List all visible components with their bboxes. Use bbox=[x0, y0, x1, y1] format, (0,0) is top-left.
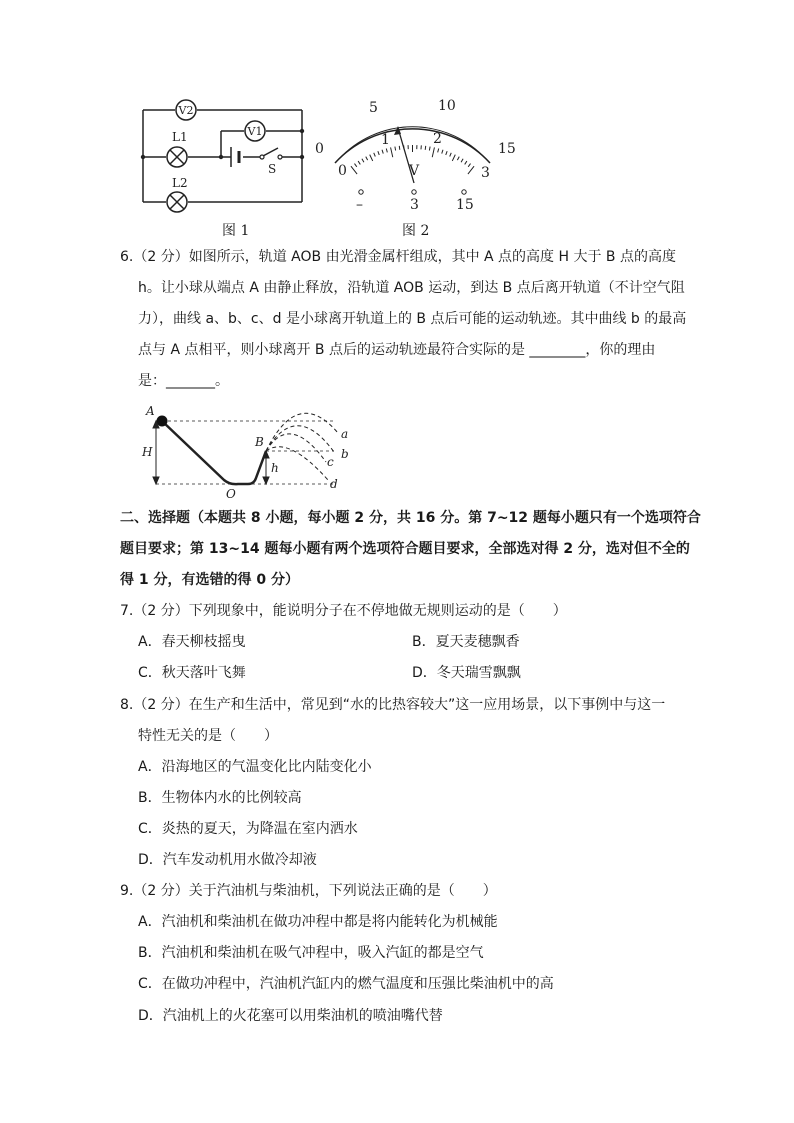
unit-label: V bbox=[409, 163, 420, 179]
section2-line-1: 二、选择题（本题共 8 小题，每小题 2 分，共 16 分。第 7~12 题每小题只有一个选项符合 bbox=[120, 510, 701, 526]
dial-tick bbox=[465, 161, 467, 164]
dial-tick bbox=[425, 146, 426, 150]
q9-option-c: C．在做功冲程中，汽油机汽缸内的燃气温度和压强比柴油机中的高 bbox=[138, 976, 554, 992]
track-figure bbox=[138, 400, 358, 500]
dial-tick bbox=[399, 146, 400, 150]
q7-stem: 7.（2 分）下列现象中，能说明分子在不停地做无规则运动的是（ ） bbox=[120, 603, 567, 619]
dial-tick bbox=[442, 150, 443, 154]
label-a-point: A bbox=[146, 404, 155, 418]
voltmeter-dial-figure bbox=[310, 95, 525, 215]
dial-tick bbox=[378, 151, 379, 155]
q8-stem-line-2: 特性无关的是（ ） bbox=[138, 728, 278, 744]
scale-top-5: 5 bbox=[369, 100, 378, 116]
scale-top-15: 15 bbox=[498, 141, 516, 157]
q9-option-b: B．汽油机和柴油机在吸气冲程中，吸入汽缸的都是空气 bbox=[138, 945, 484, 961]
q6-line-1: 6.（2 分）如图所示，轨道 AOB 由光滑金属杆组成，其中 A 点的高度 H 大于 B 点的高度 bbox=[120, 249, 676, 265]
q7-option-b: B．夏天麦穗飘香 bbox=[412, 634, 520, 650]
dial-tick bbox=[391, 147, 393, 157]
q9-option-a: A．汽油机和柴油机在做功冲程中都是将内能转化为机械能 bbox=[138, 914, 498, 930]
q6-line-3: 力），曲线 a、b、c、d 是小球离开轨道上的 B 点后可能的运动轨迹。其中曲线 b 的最高 bbox=[138, 311, 687, 327]
dial-tick bbox=[468, 164, 470, 167]
q8-stem-line-1: 8.（2 分）在生产和生活中，常见到“水的比热容较大”这一应用场景，以下事例中与这一 bbox=[120, 697, 666, 713]
q6-line-4: 点与 A 点相平，则小球离开 B 点后的运动轨迹最符合实际的是 ________，你的理由 bbox=[138, 342, 656, 358]
circuit-figure bbox=[135, 95, 310, 215]
dial-tick bbox=[366, 157, 368, 161]
curve-label-a: a bbox=[341, 427, 349, 441]
q7-option-d: D．冬天瑞雪飘飘 bbox=[412, 665, 521, 681]
q6-line-5: 是：_______。 bbox=[138, 373, 229, 389]
terminal-3: 3 bbox=[410, 197, 419, 213]
l2-label: L2 bbox=[172, 176, 188, 190]
dial-tick bbox=[395, 147, 396, 151]
curve-label-b: b bbox=[341, 447, 349, 461]
dial-tick bbox=[351, 166, 357, 174]
v1-label: V1 bbox=[247, 125, 263, 138]
dial-tick bbox=[382, 150, 383, 154]
dial-tick bbox=[374, 153, 376, 157]
dial-tick bbox=[432, 147, 434, 157]
dial-tick bbox=[358, 161, 360, 164]
scale-bottom-2: 2 bbox=[433, 131, 442, 147]
q6-line-2: h。让小球从端点 A 由静止释放，沿轨道 AOB 运动，到达 B 点后离开轨道（不计空气阻 bbox=[138, 280, 685, 296]
q9-stem: 9.（2 分）关于汽油机与柴油机，下列说法正确的是（ ） bbox=[120, 883, 497, 899]
scale-bottom-0: 0 bbox=[338, 163, 347, 179]
section2-line-2: 题目要求；第 13~14 题每小题有两个选项符合题目要求，全部选对得 2 分，选对但不全的 bbox=[120, 541, 690, 557]
dial-tick bbox=[370, 155, 373, 161]
dial-tick bbox=[438, 148, 439, 152]
lamp-l1 bbox=[167, 147, 187, 167]
dial-tick bbox=[446, 151, 447, 155]
v2-label: V2 bbox=[178, 104, 194, 117]
label-o-point: O bbox=[226, 487, 236, 500]
terminal-15: 15 bbox=[456, 197, 474, 213]
label-h-big: H bbox=[142, 445, 153, 459]
terminal-negative: – bbox=[356, 197, 363, 213]
dial-tick bbox=[450, 153, 452, 157]
dial-tick bbox=[362, 159, 364, 162]
q8-option-c: C．炎热的夏天，为降温在室内洒水 bbox=[138, 821, 358, 837]
scale-bottom-1: 1 bbox=[381, 132, 390, 148]
scale-top-10: 10 bbox=[438, 98, 456, 114]
switch-label: S bbox=[268, 162, 277, 176]
dial-tick bbox=[452, 155, 455, 161]
lamp-l2 bbox=[167, 192, 187, 212]
figure2-caption: 图 2 bbox=[402, 223, 430, 239]
curve-label-c: c bbox=[327, 455, 334, 469]
l1-label: L1 bbox=[172, 130, 188, 144]
label-h-small: h bbox=[271, 461, 279, 475]
q8-option-d: D．汽车发动机用水做冷却液 bbox=[138, 852, 317, 868]
curve-label-d: d bbox=[330, 477, 338, 491]
q7-option-a: A．春天柳枝摇曳 bbox=[138, 634, 246, 650]
dial-tick bbox=[429, 147, 430, 151]
figure1-caption: 图 1 bbox=[222, 223, 250, 239]
q8-option-b: B．生物体内水的比例较高 bbox=[138, 790, 302, 806]
dial-tick bbox=[386, 148, 387, 152]
q9-option-d: D．汽油机上的火花塞可以用柴油机的喷油嘴代替 bbox=[138, 1008, 443, 1024]
scale-bottom-3: 3 bbox=[481, 165, 490, 181]
q8-option-a: A．沿海地区的气温变化比内陆变化小 bbox=[138, 759, 372, 775]
dial-tick bbox=[457, 157, 459, 161]
dial-tick bbox=[468, 166, 474, 174]
track-aob bbox=[162, 421, 266, 484]
label-b-point: B bbox=[255, 435, 264, 449]
section2-line-3: 得 1 分，有选错的得 0 分） bbox=[120, 572, 299, 588]
dial-tick bbox=[354, 164, 356, 167]
scale-top-0: 0 bbox=[315, 141, 324, 157]
q7-option-c: C．秋天落叶飞舞 bbox=[138, 665, 246, 681]
dial-tick bbox=[461, 159, 463, 162]
